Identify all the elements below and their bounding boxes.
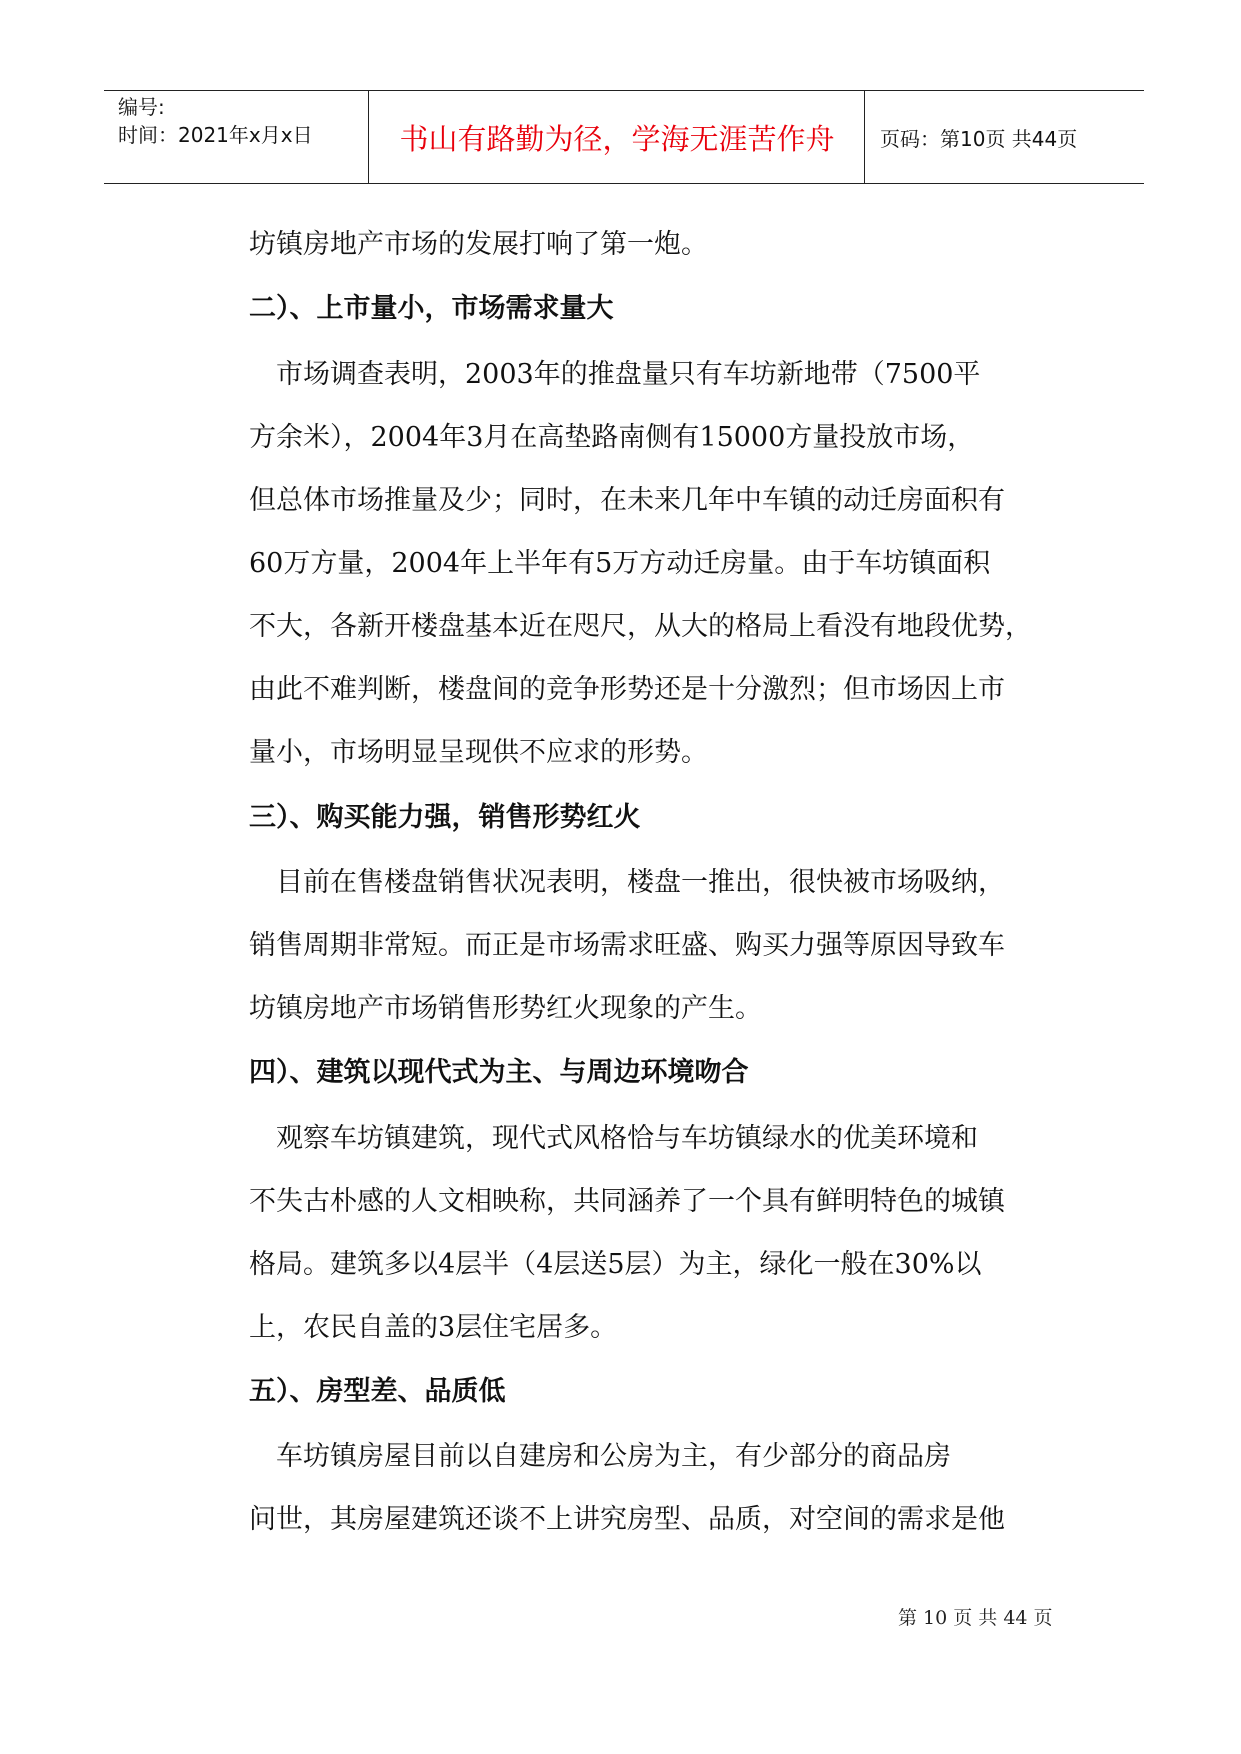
- body-line: 目前在售楼盘销售状况表明，楼盘一推出，很快被市场吸纳，: [249, 867, 1005, 898]
- time-label: 时间：2021年x月x日: [118, 123, 313, 147]
- serial-number-label: 编号:: [118, 95, 165, 119]
- body-line: 不失古朴感的人文相映称，共同涵养了一个具有鲜明特色的城镇: [249, 1186, 1005, 1217]
- body-line: 观察车坊镇建筑，现代式风格恰与车坊镇绿水的优美环境和: [249, 1123, 978, 1154]
- body-line: 坊镇房地产市场的发展打响了第一炮。: [249, 229, 708, 260]
- body-line: 方余米），2004年3月在高垫路南侧有15000方量投放市场，: [249, 422, 975, 453]
- section-heading: 二）、上市量小，市场需求量大: [249, 293, 614, 324]
- body-line: 由此不难判断，楼盘间的竞争形势还是十分激烈；但市场因上市: [249, 674, 1005, 705]
- body-line: 问世，其房屋建筑还谈不上讲究房型、品质，对空间的需求是他: [249, 1504, 1005, 1535]
- section-heading: 四）、建筑以现代式为主、与周边环境吻合: [249, 1057, 749, 1088]
- body-line: 量小，市场明显呈现供不应求的形势。: [249, 737, 708, 768]
- section-heading: 三）、购买能力强，销售形势红火: [249, 802, 641, 833]
- body-line: 车坊镇房屋目前以自建房和公房为主，有少部分的商品房: [249, 1441, 951, 1472]
- body-line: 60万方量，2004年上半年有5万方动迁房量。由于车坊镇面积: [249, 548, 991, 579]
- page-header: [104, 90, 1144, 184]
- body-line: 不大，各新开楼盘基本近在咫尺，从大的格局上看没有地段优势，: [249, 611, 1032, 642]
- section-heading: 五）、房型差、品质低: [249, 1376, 506, 1407]
- page-footer-number: 第 10 页 共 44 页: [898, 1607, 1053, 1629]
- body-line: 但总体市场推量及少；同时，在未来几年中车镇的动迁房面积有: [249, 485, 1005, 516]
- body-line: 坊镇房地产市场销售形势红火现象的产生。: [249, 993, 762, 1024]
- body-line: 销售周期非常短。而正是市场需求旺盛、购买力强等原因导致车: [249, 930, 1005, 961]
- header-page-info: 页码：第10页 共44页: [880, 126, 1078, 151]
- body-line: 格局。建筑多以4层半（4层送5层）为主，绿化一般在30%以: [249, 1249, 982, 1280]
- body-line: 市场调查表明，2003年的推盘量只有车坊新地带（7500平: [249, 359, 981, 390]
- header-motto: 书山有路勤为径，学海无涯苦作舟: [370, 91, 865, 183]
- header-meta-cell: [104, 91, 369, 183]
- body-line: 上，农民自盖的3层住宅居多。: [249, 1312, 618, 1343]
